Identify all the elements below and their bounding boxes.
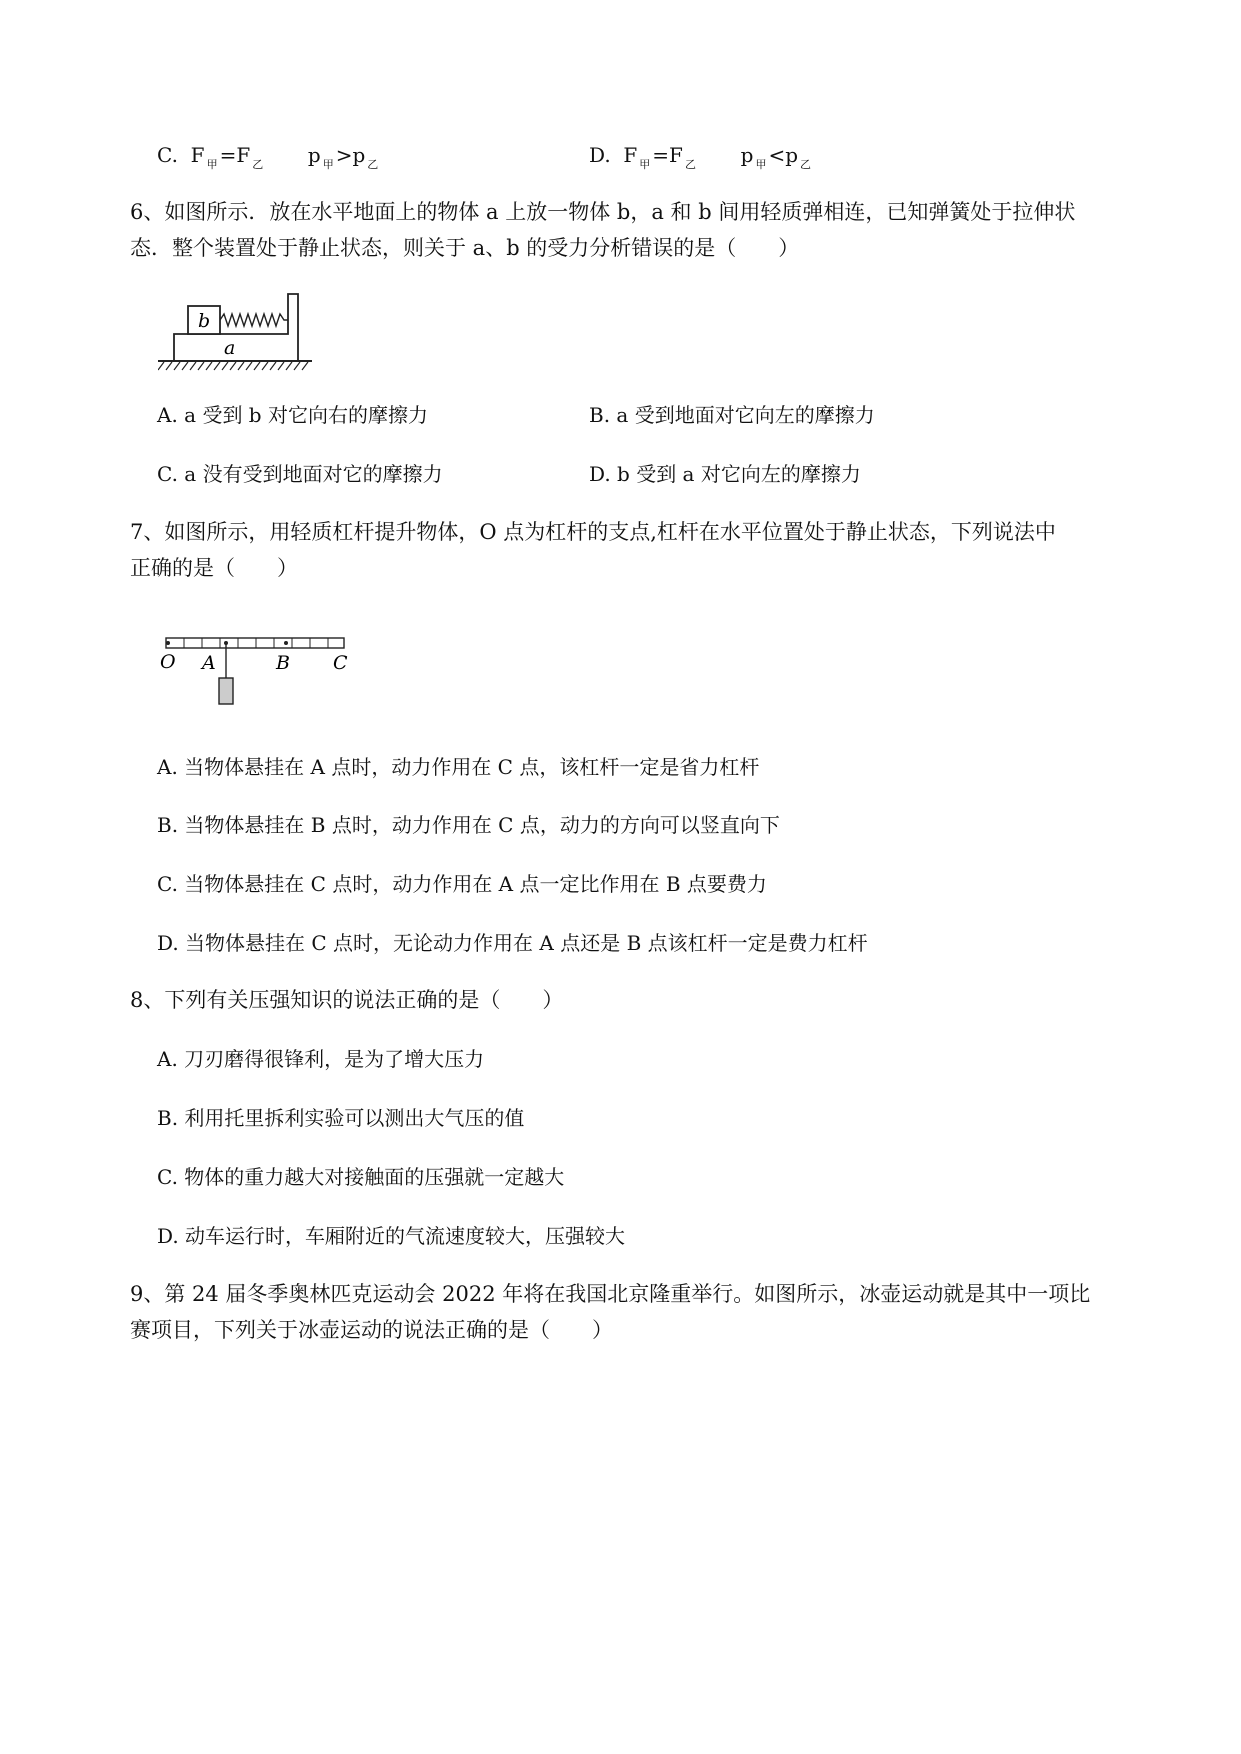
- q6-label-a: a: [224, 337, 236, 359]
- q7-lever-figure: [158, 632, 358, 710]
- q6-option-c: C. a 没有受到地面对它的摩擦力: [157, 462, 443, 486]
- q6-stem-line1: 6、如图所示．放在水平地面上的物体 a 上放一物体 b，a 和 b 间用轻质弹相连，已知弹簧处于拉伸状: [130, 200, 1076, 224]
- q6-label-b: b: [198, 310, 211, 332]
- q7-stem-line2: 正确的是（ ）: [130, 556, 298, 580]
- q7-option-b: B. 当物体悬挂在 B 点时，动力作用在 C 点，动力的方向可以竖直向下: [157, 813, 780, 837]
- q7-option-d: D. 当物体悬挂在 C 点时，无论动力作用在 A 点还是 B 点该杠杆一定是费力杠杆: [157, 931, 868, 955]
- q7-option-c: C. 当物体悬挂在 C 点时，动力作用在 A 点一定比作用在 B 点要费力: [157, 872, 767, 896]
- q7-label-o: O: [160, 651, 176, 673]
- q9-stem-line1: 9、第 24 届冬季奥林匹克运动会 2022 年将在我国北京隆重举行。如图所示，冰壶运动就是其中一项比: [130, 1282, 1091, 1306]
- q8-stem-line1: 8、下列有关压强知识的说法正确的是（ ）: [130, 988, 564, 1012]
- q5-option-d: D. F $_甲$ =F $_乙$ p $_甲$ <p $_乙$: [589, 143, 812, 171]
- q6-option-d: D. b 受到 a 对它向左的摩擦力: [589, 462, 861, 486]
- q7-option-a: A. 当物体悬挂在 A 点时，动力作用在 C 点，该杠杆一定是省力杠杆: [157, 755, 760, 779]
- q7-label-b: B: [276, 652, 290, 674]
- q6-stem-line2: 态．整个装置处于静止状态，则关于 a、b 的受力分析错误的是（ ）: [130, 236, 800, 260]
- q8-option-d: D. 动车运行时，车厢附近的气流速度较大，压强较大: [157, 1224, 626, 1248]
- q9-stem-line2: 赛项目，下列关于冰壶运动的说法正确的是（ ）: [130, 1318, 613, 1342]
- q6-option-b: B. a 受到地面对它向左的摩擦力: [589, 403, 875, 427]
- q8-option-c: C. 物体的重力越大对接触面的压强就一定越大: [157, 1165, 565, 1189]
- q8-option-a: A. 刀刃磨得很锋利，是为了增大压力: [157, 1047, 485, 1071]
- q5-option-c: C. F $_甲$ =F $_乙$ p $_甲$ >p $_乙$: [157, 143, 379, 171]
- q6-option-a: A. a 受到 b 对它向右的摩擦力: [157, 403, 428, 427]
- q7-label-a: A: [202, 652, 216, 674]
- q7-stem-line1: 7、如图所示，用轻质杠杆提升物体，O 点为杠杆的支点,杠杆在水平位置处于静止状态，下列说法中: [130, 520, 1056, 544]
- q8-option-b: B. 利用托里拆利实验可以测出大气压的值: [157, 1106, 525, 1130]
- q6-spring-block-figure: [158, 290, 318, 372]
- q7-label-c: C: [333, 652, 348, 674]
